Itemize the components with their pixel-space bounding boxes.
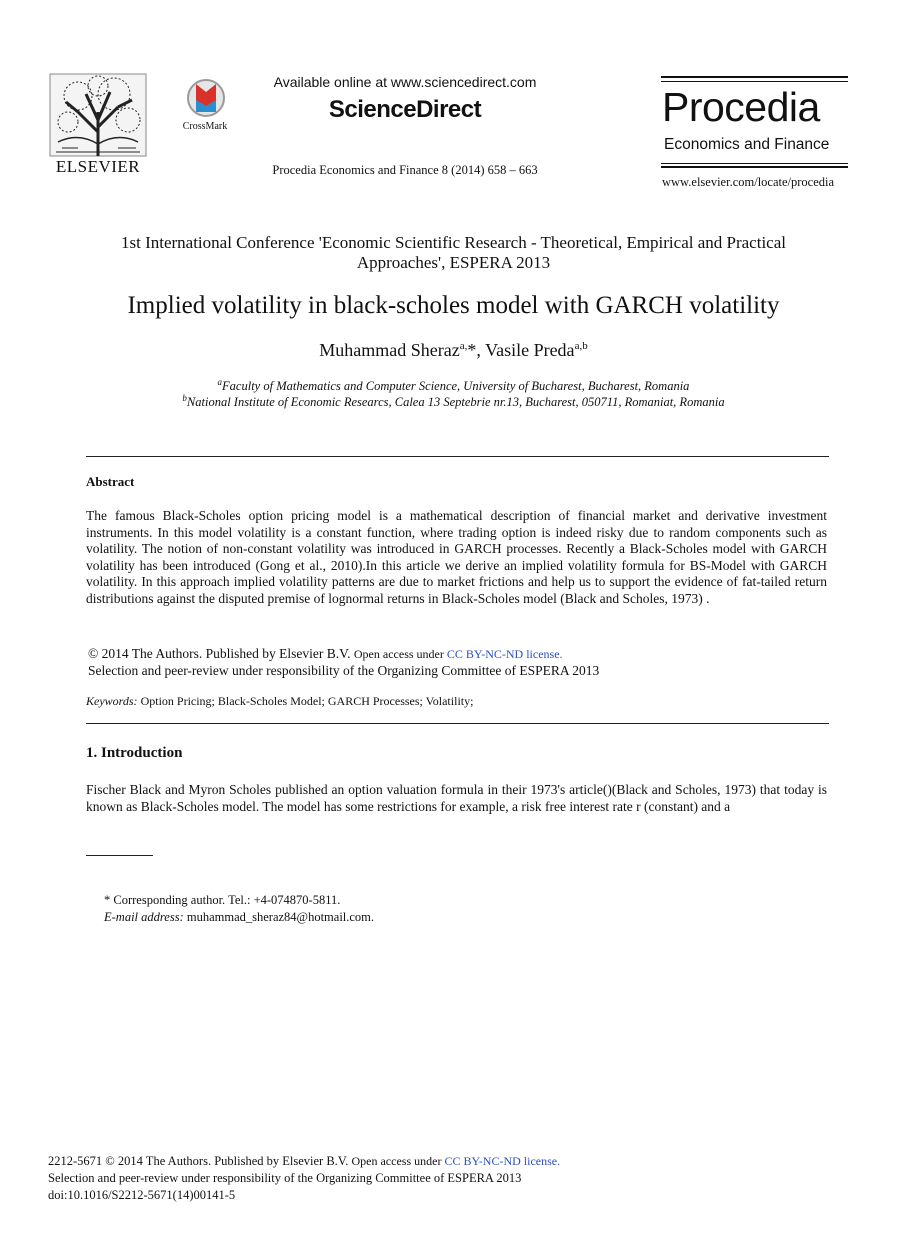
available-online-text: Available online at www.sciencedirect.com [273, 74, 537, 90]
footer-license-link[interactable]: CC BY-NC-ND license. [444, 1154, 561, 1168]
journal-url-link[interactable]: www.elsevier.com/locate/procedia [662, 175, 835, 189]
footer-peer-review: Selection and peer-review under responsibility of the Organizing Committee of ESPERA 2013 [48, 1171, 522, 1185]
open-access-text: Open access under [353, 647, 447, 661]
procedia-subtitle: Economics and Finance [664, 136, 830, 153]
procedia-brand: Procedia [662, 84, 820, 130]
email-address[interactable]: muhammad_sheraz84@hotmail.com. [183, 910, 375, 924]
introduction-body: Fischer Black and Myron Scholes published an option valuation formula in their 1973's article()(Black and Scholes, 1973) that today is known as Black-Scholes model. The model has some restrictions for example, a risk free interest rate r (constant) and a [86, 782, 827, 814]
affiliation-text: National Institute of Economic Researcs, Calea 13 Septebrie nr.13, Bucharest, 050711, Romaniat, Romania [186, 395, 725, 409]
sciencedirect-wordmark: ScienceDirect [328, 96, 482, 123]
corresponding-author-note: * Corresponding author. Tel.: +4-074870-5811. [104, 893, 341, 907]
abstract-heading: Abstract [86, 474, 135, 489]
keywords-list: Option Pricing; Black-Scholes Model; GARCH Processes; Volatility; [137, 694, 474, 708]
affiliation-b [40, 393, 867, 410]
affiliation-mark: b [182, 393, 187, 403]
footer-doi[interactable]: doi:10.1016/S2212-5671(14)00141-5 [48, 1188, 236, 1202]
license-link[interactable]: CC BY-NC-ND license. [446, 647, 563, 661]
author-list [40, 340, 867, 361]
procedia-rule [661, 76, 848, 78]
author-name: Muhammad Sheraz [319, 340, 460, 360]
conference-line-1: 1st International Conference 'Economic Scientific Research - Theoretical, Empirical and Practical [120, 233, 786, 252]
footer-issn-line [48, 1154, 560, 1169]
affiliation-a [40, 377, 867, 394]
keywords-line [86, 694, 826, 709]
email-label: E-mail address: [104, 910, 184, 924]
affiliation-text: Faculty of Mathematics and Computer Science, University of Bucharest, Bucharest, Romania [222, 379, 690, 393]
abstract-body: The famous Black-Scholes option pricing model is a mathematical description of financial market and derivative investment instruments. In this model volatility is a constant function, where trading option is indeed risky due to random components such as volatility. The notion of non-constant volatility was introduced in GARCH processes. Recently a Black-Scholes model with GARCH volatility has been introduced (Gong et al., 2010).In this article we derive an implied volatility formula for BS-Model with GARCH volatility. In this approach implied volatility patterns are due to market frictions and help us to support the evidence of fat-tailed return distributions against the disputed premise of lognormal returns in Black-Scholes model (Black and Scholes, 1973) . [86, 508, 827, 606]
copyright-line [88, 646, 828, 662]
conference-line-2: Approaches', ESPERA 2013 [356, 253, 551, 272]
footnote-rule [86, 855, 153, 856]
corresponding-mark[interactable]: * [467, 340, 477, 360]
procedia-rule [661, 163, 848, 164]
author-separator: , [476, 340, 486, 360]
peer-review-line: Selection and peer-review under responsibility of the Organizing Committee of ESPERA 2013 [88, 663, 600, 678]
email-note [104, 910, 374, 925]
elsevier-wordmark: ELSEVIER [55, 157, 141, 176]
conference-name [60, 233, 847, 273]
procedia-rule [661, 166, 848, 168]
copyright-text: © 2014 The Authors. Published by Elsevier B.V. [88, 646, 354, 661]
section-heading: 1. Introduction [86, 745, 183, 761]
footer-copyright: 2212-5671 © 2014 The Authors. Published by Elsevier B.V. [48, 1154, 352, 1168]
crossmark-label: CrossMark [182, 121, 228, 132]
keywords-label: Keywords: [86, 694, 138, 708]
affiliation-mark: a [217, 377, 223, 387]
abstract-bottom-rule [86, 723, 829, 724]
paper-title: Implied volatility in black-scholes model with GARCH volatility [127, 292, 780, 319]
author-name: Vasile Preda [485, 340, 575, 360]
author-affiliation-mark[interactable]: a,b [574, 340, 588, 352]
procedia-rule [661, 81, 848, 82]
footer-open-access: Open access under [351, 1154, 445, 1168]
author-affiliation-mark[interactable]: a, [459, 340, 468, 352]
abstract-top-rule [86, 456, 829, 457]
journal-reference: Procedia Economics and Finance 8 (2014) 658 – 663 [272, 163, 538, 177]
